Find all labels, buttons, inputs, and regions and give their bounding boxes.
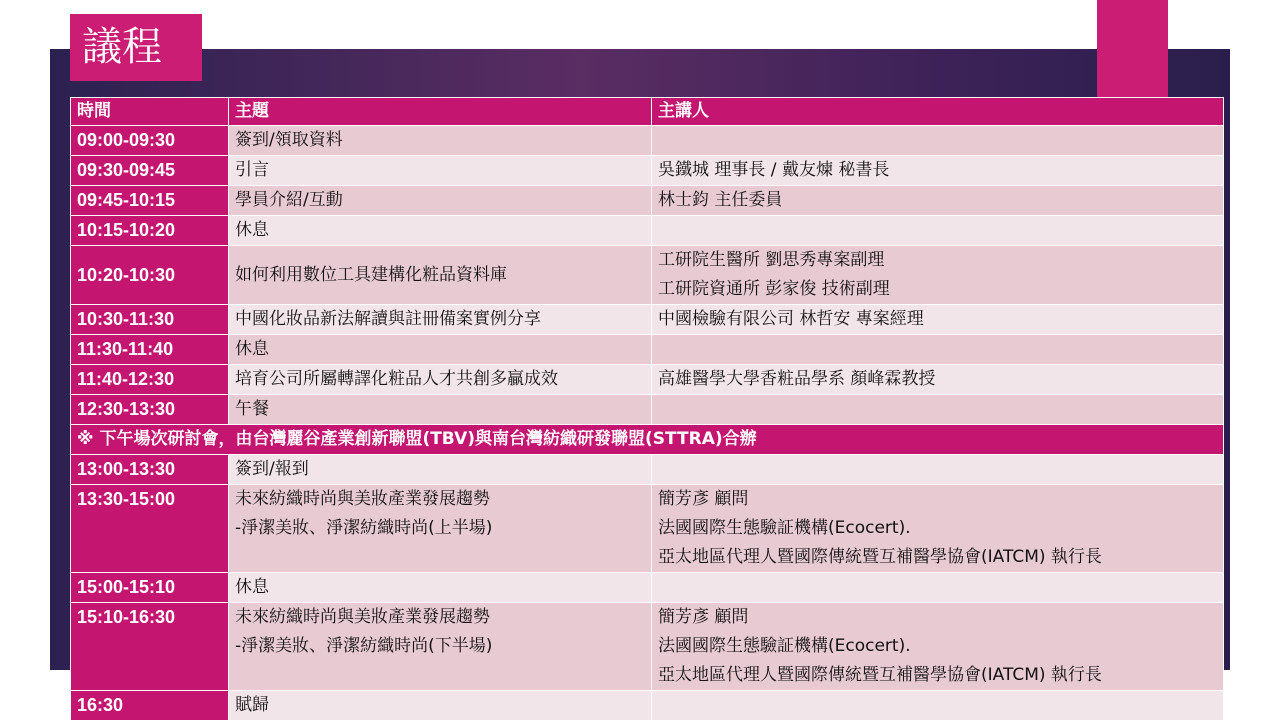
table-row [71,573,1224,603]
table-row [71,246,1224,305]
row-time: 09:00-09:30 [71,126,229,156]
row-speaker [652,246,1224,305]
row-topic [229,216,652,246]
row-speaker-line: 吳鐵城 理事長 / 戴友煉 秘書長 [658,160,890,180]
table-row [71,603,1224,691]
accent-bar [1097,0,1168,97]
table-row [71,156,1224,186]
row-speaker [652,335,1224,365]
row-time: 15:00-15:10 [71,573,229,603]
row-topic-line: 未來紡織時尚與美妝產業發展趨勢 [235,489,490,509]
row-topic [229,246,652,305]
row-topic [229,603,652,691]
table-row [71,186,1224,216]
row-speaker-line: 亞太地區代理人暨國際傳統暨互補醫學協會(IATCM) 執行長 [658,665,1102,685]
row-time: 11:30-11:40 [71,335,229,365]
table-row [71,126,1224,156]
table-row [71,365,1224,395]
notice-row [71,425,1224,455]
agenda-table [70,97,1224,721]
row-topic-line: 午餐 [235,399,269,419]
row-topic-line: 簽到/領取資料 [235,130,343,150]
row-topic-line: 賦歸 [235,695,269,715]
row-speaker [652,573,1224,603]
row-time: 10:30-11:30 [71,305,229,335]
row-time: 13:30-15:00 [71,485,229,573]
row-speaker-line: 亞太地區代理人暨國際傳統暨互補醫學協會(IATCM) 執行長 [658,547,1102,567]
row-topic [229,156,652,186]
row-speaker [652,156,1224,186]
row-topic-line: -淨潔美妝、淨潔紡織時尚(上半場) [235,518,493,538]
row-speaker [652,365,1224,395]
row-time: 13:00-13:30 [71,455,229,485]
row-time: 16:30 [71,691,229,721]
row-speaker [652,126,1224,156]
row-time: 09:45-10:15 [71,186,229,216]
row-topic-line: 簽到/報到 [235,459,309,479]
header-speaker: 主講人 [652,98,1224,126]
row-speaker-line: 林士鈞 主任委員 [658,190,783,210]
row-topic-line: 休息 [235,220,269,240]
row-speaker [652,216,1224,246]
row-speaker-line: 工研院生醫所 劉思秀專案副理 [658,250,885,270]
row-topic [229,691,652,721]
row-topic-line: -淨潔美妝、淨潔紡織時尚(下半場) [235,636,493,656]
row-topic [229,365,652,395]
table-row [71,485,1224,573]
row-topic [229,485,652,573]
table-row [71,455,1224,485]
row-time: 15:10-16:30 [71,603,229,691]
row-topic-line: 休息 [235,577,269,597]
notice-text: ※ 下午場次研討會，由台灣麗谷產業創新聯盟(TBV)與南台灣紡織研發聯盟(STTRA)合辦 [71,425,1224,455]
row-time: 12:30-13:30 [71,395,229,425]
header-topic: 主題 [229,98,652,126]
row-speaker [652,485,1224,573]
row-topic-line: 培育公司所屬轉譯化粧品人才共創多贏成效 [235,369,558,389]
row-topic-line: 休息 [235,339,269,359]
row-speaker-line: 中國檢驗有限公司 林哲安 專案經理 [658,309,924,329]
row-speaker-line: 高雄醫學大學香粧品學系 顏峰霖教授 [658,369,936,389]
row-topic [229,395,652,425]
row-topic [229,573,652,603]
row-topic [229,305,652,335]
slide-title: 議程 [70,14,202,81]
row-topic-line: 中國化妝品新法解讀與註冊備案實例分享 [235,309,541,329]
row-speaker [652,305,1224,335]
table-row [71,395,1224,425]
row-topic [229,186,652,216]
row-speaker [652,455,1224,485]
row-topic [229,126,652,156]
row-topic [229,455,652,485]
row-speaker [652,395,1224,425]
row-speaker [652,603,1224,691]
table-row [71,691,1224,721]
table-row [71,335,1224,365]
row-speaker-line: 簡芳彥 顧問 [658,607,749,627]
row-topic-line: 未來紡織時尚與美妝產業發展趨勢 [235,607,490,627]
header-time: 時間 [71,98,229,126]
table-header-row [71,98,1224,126]
row-time: 10:15-10:20 [71,216,229,246]
row-speaker-line: 工研院資通所 彭家俊 技術副理 [658,279,890,299]
row-topic-line: 如何利用數位工具建構化粧品資料庫 [235,264,507,285]
row-time: 10:20-10:30 [71,246,229,305]
table-row [71,305,1224,335]
row-time: 09:30-09:45 [71,156,229,186]
table-row [71,216,1224,246]
row-topic-line: 學員介紹/互動 [235,190,343,210]
row-speaker-line: 法國國際生態驗証機構(Ecocert). [658,636,911,656]
row-topic [229,335,652,365]
row-time: 11:40-12:30 [71,365,229,395]
row-speaker-line: 法國國際生態驗証機構(Ecocert). [658,518,911,538]
row-speaker [652,691,1224,721]
row-topic-line: 引言 [235,160,269,180]
row-speaker [652,186,1224,216]
row-speaker-line: 簡芳彥 顧問 [658,489,749,509]
